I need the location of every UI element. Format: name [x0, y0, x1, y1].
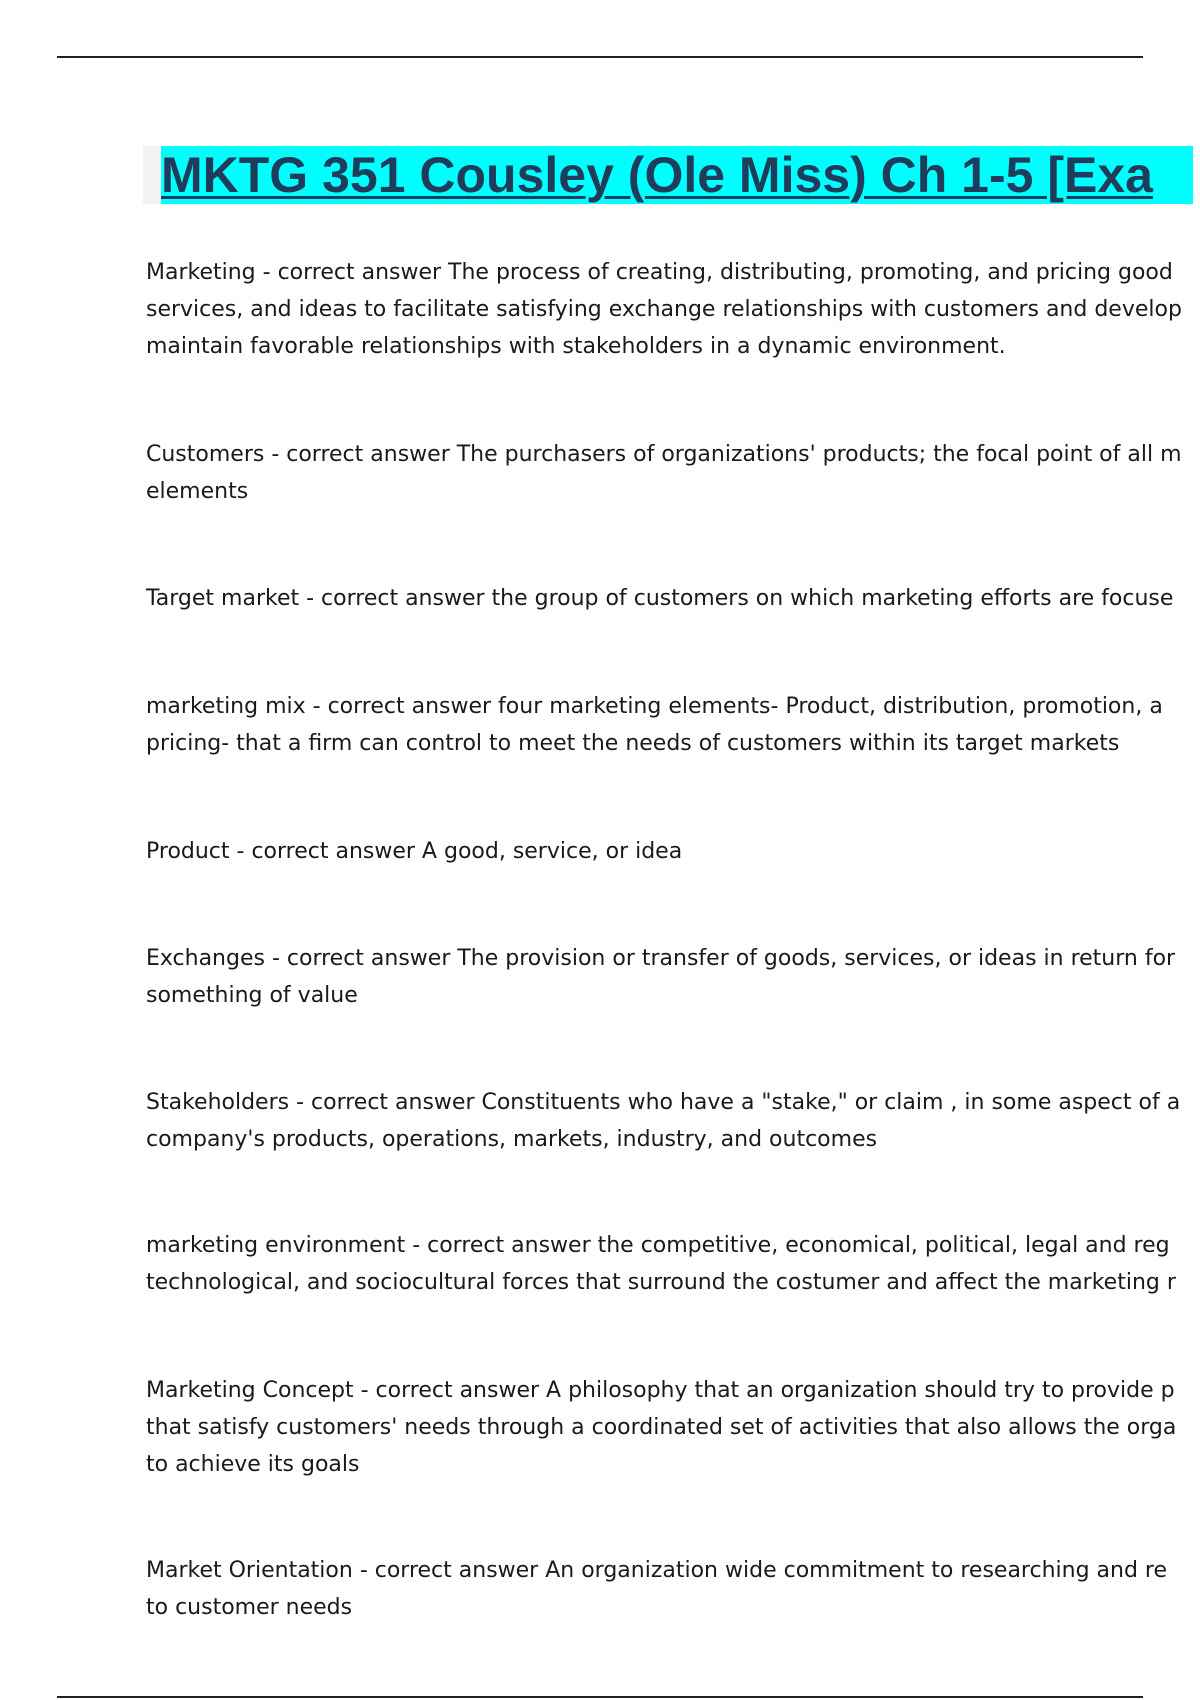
term-entry-stakeholders: [146, 1084, 1180, 1158]
term-entry-customers: [146, 436, 1182, 510]
term-line: Marketing Concept - correct answer A philosophy that an organization should try to provide p: [146, 1378, 1175, 1403]
term-line: Market Orientation - correct answer An organization wide commitment to researching and re: [146, 1558, 1168, 1583]
term-line: to customer needs: [146, 1595, 353, 1620]
title-banner: [143, 146, 1193, 204]
term-entry-exchanges: [146, 940, 1175, 1014]
term-entry-marketing: [146, 254, 1182, 365]
term-line: pricing- that a firm can control to meet the needs of customers within its target markets: [146, 731, 1120, 756]
term-line: that satisfy customers' needs through a coordinated set of activities that also allows the orga: [146, 1415, 1177, 1440]
term-line: Marketing - correct answer The process of creating, distributing, promoting, and pricing good: [146, 260, 1173, 285]
term-line: Target market - correct answer the group of customers on which marketing efforts are focuse: [146, 586, 1174, 611]
term-line: Exchanges - correct answer The provision or transfer of goods, services, or ideas in return for: [146, 946, 1176, 971]
term-line: Stakeholders - correct answer Constituents who have a "stake," or claim , in some aspect of a: [146, 1090, 1181, 1115]
term-line: elements: [146, 479, 249, 504]
term-line: Customers - correct answer The purchasers of organizations' products; the focal point of all m: [146, 442, 1182, 467]
document-title: MKTG 351 Cousley (Ole Miss) Ch 1-5 [Exa: [161, 146, 1193, 204]
term-entry-marketing-concept: [146, 1372, 1176, 1483]
term-line: company's products, operations, markets, industry, and outcomes: [146, 1127, 878, 1152]
term-entry-marketing-environment: [146, 1227, 1176, 1301]
term-entry-market-orientation: [146, 1552, 1167, 1626]
term-line: services, and ideas to facilitate satisfying exchange relationships with customers and develop: [146, 297, 1182, 322]
term-line: marketing mix - correct answer four marketing elements- Product, distribution, promotion, a: [146, 694, 1163, 719]
term-line: technological, and sociocultural forces that surround the costumer and affect the marketing r: [146, 1270, 1176, 1295]
term-line: to achieve its goals: [146, 1452, 360, 1477]
term-entry-marketing-mix: [146, 688, 1163, 762]
term-line: something of value: [146, 983, 358, 1008]
term-entry-product: [146, 833, 682, 870]
term-entry-target-market: [146, 580, 1173, 617]
term-line: marketing environment - correct answer the competitive, economical, political, legal and reg: [146, 1233, 1170, 1258]
top-divider: [57, 56, 1143, 58]
term-line: Product - correct answer A good, service, or idea: [146, 839, 683, 864]
bottom-divider: [57, 1696, 1143, 1698]
term-line: maintain favorable relationships with stakeholders in a dynamic environment.: [146, 334, 1006, 359]
